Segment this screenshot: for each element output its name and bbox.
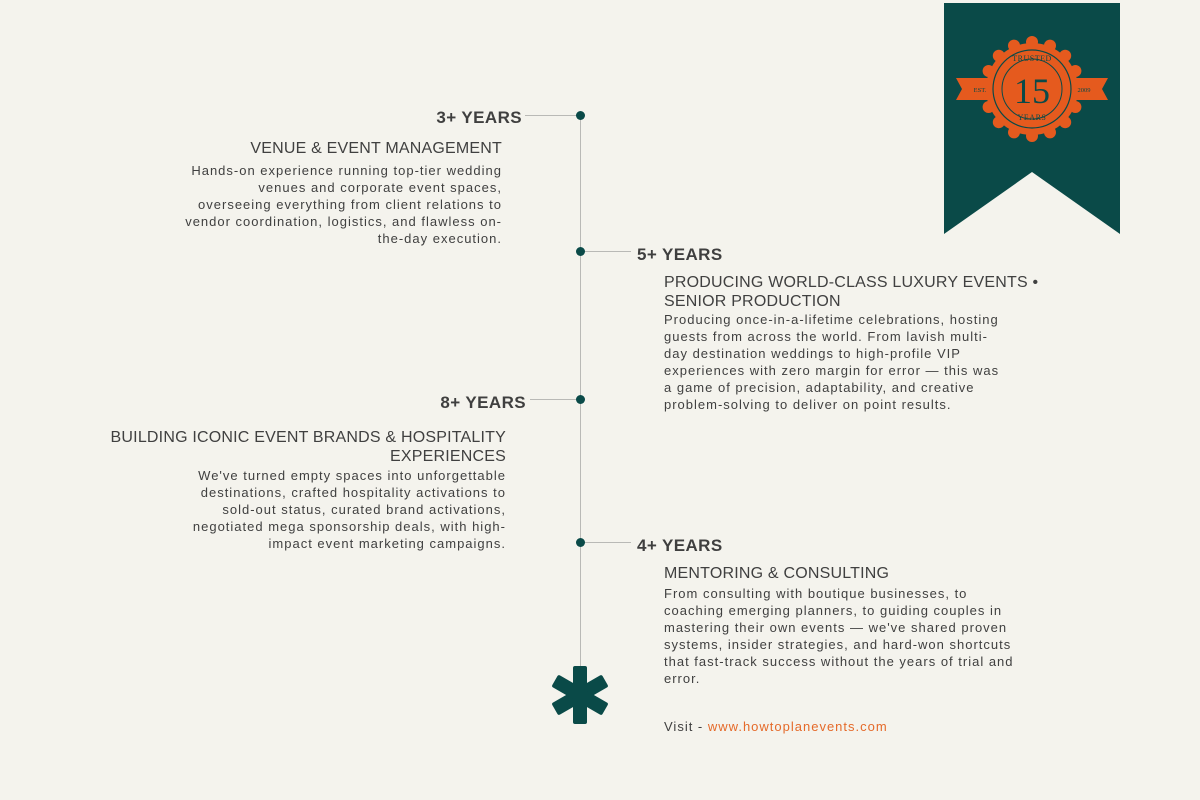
timeline-heading-2: PRODUCING WORLD-CLASS LUXURY EVENTS • SENIOR PRODUCTION (664, 274, 1039, 310)
timeline-body-2: Producing once-in-a-lifetime celebrations, hosting guests from across the world. From lavish multi-day destination weddings to high-profile VIP experiences with zero margin for error — this was a game of precision, adaptability, and creative problem-solving to deliver on point results. (664, 312, 1000, 412)
timeline-heading-3: BUILDING ICONIC EVENT BRANDS & HOSPITALITY EXPERIENCES (110, 429, 506, 465)
timeline-dot (576, 111, 585, 120)
badge-left-text: EST. (973, 87, 987, 94)
timeline-heading-4: MENTORING & CONSULTING (664, 565, 890, 582)
trusted-15-years-banner (944, 3, 1120, 234)
timeline-connector (581, 251, 631, 252)
badge-top-text: TRUSTED (1012, 54, 1052, 63)
timeline-connector (530, 399, 580, 400)
timeline-connector (581, 542, 631, 543)
timeline-years-2: 5+ YEARS (637, 245, 723, 264)
timeline-years-3: 8+ YEARS (440, 393, 526, 412)
timeline-years-4: 4+ YEARS (637, 536, 723, 555)
badge-number: 15 (1014, 71, 1050, 111)
timeline-dot (576, 538, 585, 547)
timeline-heading-1: VENUE & EVENT MANAGEMENT (250, 140, 502, 157)
timeline-body-3: We've turned empty spaces into unforgettable destinations, crafted hospitality activations to sold-out status, curated brand activations, negotiated mega sponsorship deals, with high-impact event marketing campaigns. (192, 468, 506, 551)
timeline-connector (525, 115, 580, 116)
timeline-body-4: From consulting with boutique businesses, to coaching emerging planners, to guiding couples in mastering their own events — we've shared proven systems, insider strategies, and hard-won shortcuts that fast-track success without the years of trial and error. (664, 586, 1014, 686)
badge-right-text: 2009 (1077, 87, 1091, 94)
visit-line (664, 719, 888, 734)
website-link[interactable]: www.howtoplanevents.com (707, 719, 888, 734)
timeline-years-1: 3+ YEARS (436, 108, 522, 127)
asterisk-icon (549, 664, 611, 726)
visit-label: Visit - (664, 719, 708, 734)
timeline-dot (576, 395, 585, 404)
timeline-dot (576, 247, 585, 256)
timeline-body-1: Hands-on experience running top-tier wedding venues and corporate event spaces, overseeing everything from client relations to vendor coordination, logistics, and flawless on-the-day execution. (185, 163, 502, 246)
badge-bottom-text: YEARS (1017, 113, 1047, 122)
